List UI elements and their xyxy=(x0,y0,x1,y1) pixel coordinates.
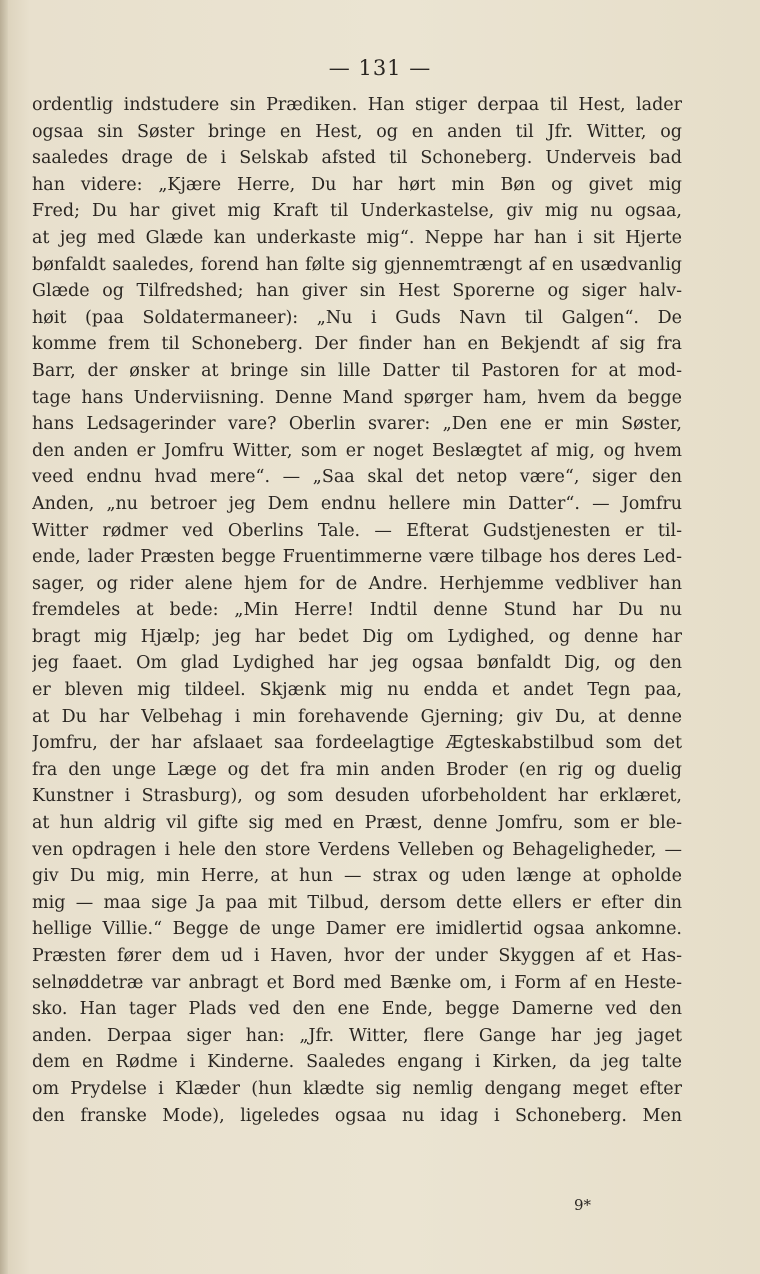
page-number-header: — 131 — xyxy=(328,56,432,80)
text-line: at jeg med Glæde kan underkaste mig“. Neppe har han i sit Hjerte xyxy=(32,227,682,248)
text-line: sager, og rider alene hjem for de Andre. Herhjemme vedbliver han xyxy=(32,573,682,594)
text-line: at hun aldrig vil gifte sig med en Præst, denne Jomfru, som er ble- xyxy=(32,813,682,834)
text-line: Witter rødmer ved Oberlins Tale. — Efterat Gudstjenesten er til- xyxy=(32,520,682,541)
text-line: ordentlig indstudere sin Prædiken. Han stiger derpaa til Hest, lader xyxy=(32,95,682,115)
text-line: anden. Derpaa siger han: „Jfr. Witter, flere Gange har jeg jaget xyxy=(32,1025,682,1046)
signature-mark: 9* xyxy=(574,1196,592,1214)
text-line: bragt mig Hjælp; jeg har bedet Dig om Lydighed, og denne har xyxy=(32,626,682,647)
text-line: mig — maa sige Ja paa mit Tilbud, dersom dette ellers er efter din xyxy=(32,892,682,913)
body-text xyxy=(32,92,682,1129)
page-spine-shadow xyxy=(0,0,8,1274)
text-line: Fred; Du har givet mig Kraft til Underkastelse, giv mig nu ogsaa, xyxy=(32,201,682,222)
text-line: er bleven mig tildeel. Skjænk mig nu endda et andet Tegn paa, xyxy=(32,680,682,701)
text-line: ogsaa sin Søster bringe en Hest, og en anden til Jfr. Witter, og xyxy=(32,121,682,142)
text-line: Jomfru, der har afslaaet saa fordeelagtige Ægteskabstilbud som det xyxy=(32,733,682,754)
text-line: jeg faaet. Om glad Lydighed har jeg ogsaa bønfaldt Dig, og den xyxy=(32,653,682,674)
text-line: selnøddetræ var anbragt et Bord med Bænke om, i Form af en Heste- xyxy=(32,972,682,993)
text-line: dem en Rødme i Kinderne. Saaledes engang i Kirken, da jeg talte xyxy=(32,1052,682,1073)
text-line: ven opdragen i hele den store Verdens Velleben og Behageligheder, — xyxy=(32,839,682,860)
text-line: bønfaldt saaledes, forend han følte sig gjennemtrængt af en usædvanlig xyxy=(32,254,682,275)
text-line: høit (paa Soldatermaneer): „Nu i Guds Navn til Galgen“. De xyxy=(32,307,682,328)
text-line: tage hans Underviisning. Denne Mand spørger ham, hvem da begge xyxy=(32,387,682,408)
text-line: komme frem til Schoneberg. Der finder han en Bekjendt af sig fra xyxy=(32,334,682,355)
text-line: den franske Mode), ligeledes ogsaa nu idag i Schoneberg. Men xyxy=(32,1105,682,1126)
text-line: om Prydelse i Klæder (hun klædte sig nemlig dengang meget efter xyxy=(32,1078,682,1099)
text-line: den anden er Jomfru Witter, som er noget Beslægtet af mig, og hvem xyxy=(32,440,682,461)
text-line: saaledes drage de i Selskab afsted til Schoneberg. Underveis bad xyxy=(32,148,682,169)
text-line: Glæde og Tilfredshed; han giver sin Hest Sporerne og siger halv- xyxy=(32,281,682,302)
text-line: hans Ledsagerinder vare? Oberlin svarer: „Den ene er min Søster, xyxy=(32,414,682,435)
text-line: Præsten fører dem ud i Haven, hvor der under Skyggen af et Has- xyxy=(32,946,682,966)
text-line: sko. Han tager Plads ved den ene Ende, begge Damerne ved den xyxy=(32,999,682,1020)
text-line: Barr, der ønsker at bringe sin lille Datter til Pastoren for at mod- xyxy=(32,360,682,381)
text-line: hellige Villie.“ Begge de unge Damer ere imidlertid ogsaa ankomne. xyxy=(32,919,682,940)
text-line: veed endnu hvad mere“. — „Saa skal det netop være“, siger den xyxy=(32,467,682,488)
text-line: giv Du mig, min Herre, at hun — strax og uden længe at opholde xyxy=(32,866,682,887)
text-line: fra den unge Læge og det fra min anden Broder (en rig og duelig xyxy=(32,759,682,780)
text-line: Kunstner i Strasburg), og som desuden uforbeholdent har erklæret, xyxy=(32,786,682,807)
text-line: han videre: „Kjære Herre, Du har hørt min Bøn og givet mig xyxy=(32,174,682,195)
text-line: ende, lader Præsten begge Fruentimmerne være tilbage hos deres Led- xyxy=(32,547,682,568)
text-line: at Du har Velbehag i min forehavende Gjerning; giv Du, at denne xyxy=(32,706,682,727)
text-line: fremdeles at bede: „Min Herre! Indtil denne Stund har Du nu xyxy=(32,600,682,621)
text-line: Anden, „nu betroer jeg Dem endnu hellere min Datter“. — Jomfru xyxy=(32,493,682,514)
